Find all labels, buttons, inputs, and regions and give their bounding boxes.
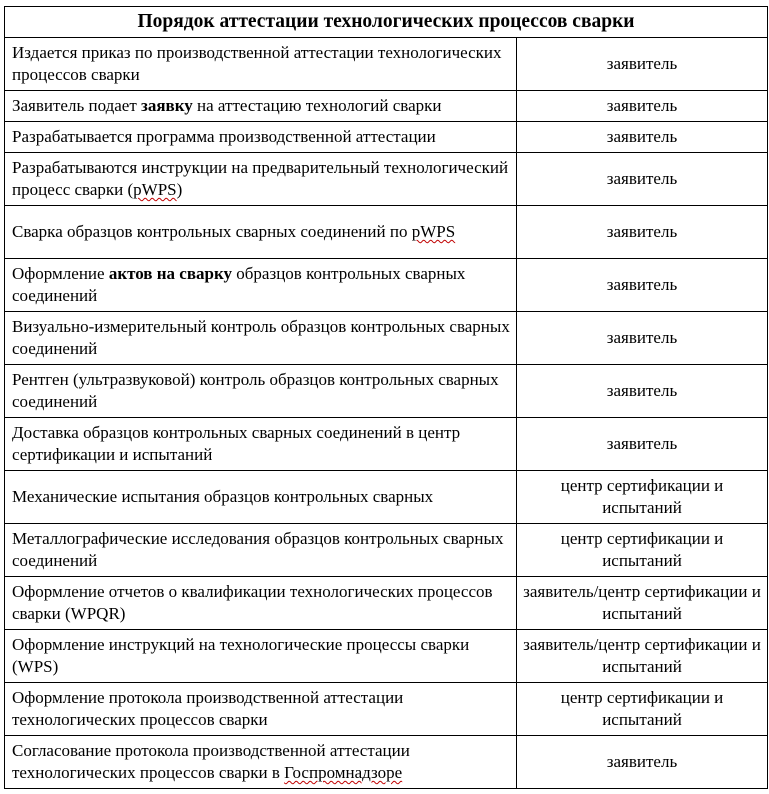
table-row xyxy=(5,630,768,683)
step-text: Доставка образцов контрольных сварных соединений в центр сертификации и испытаний xyxy=(12,423,461,464)
responsible-party-cell: заявитель xyxy=(517,91,768,122)
responsible-party-cell: заявитель xyxy=(517,153,768,206)
step-text: Сварка образцов контрольных сварных соединений по xyxy=(12,222,412,241)
step-text: Металлографические исследования образцов контрольных сварных соединений xyxy=(12,529,504,570)
responsible-party-cell: центр сертификации и испытаний xyxy=(517,683,768,736)
responsible-party-cell: заявитель xyxy=(517,38,768,91)
step-bold-text: актов на сварку xyxy=(108,264,233,283)
responsible-party-cell: центр сертификации и испытаний xyxy=(517,471,768,524)
step-cell xyxy=(5,418,517,471)
responsible-party-cell: заявитель xyxy=(517,418,768,471)
step-text: Оформление инструкций на технологические процессы сварки (WPS) xyxy=(12,635,470,676)
responsible-party-cell: заявитель xyxy=(517,736,768,789)
step-text: Оформление отчетов о квалификации технологических процессов сварки (WPQR) xyxy=(12,582,493,623)
step-text: Механические испытания образцов контрольных сварных xyxy=(12,487,434,506)
step-text: Заявитель подает xyxy=(12,96,141,115)
table-title: Порядок аттестации технологических процессов сварки xyxy=(5,7,768,38)
spellcheck-marked-text: pWPS xyxy=(133,180,177,199)
table-row xyxy=(5,736,768,789)
step-cell xyxy=(5,38,517,91)
step-cell xyxy=(5,577,517,630)
step-cell xyxy=(5,312,517,365)
step-text: Рентген (ультразвуковой) контроль образцов контрольных сварных соединений xyxy=(12,370,499,411)
spellcheck-marked-text: Госпромнадзоре xyxy=(284,763,403,782)
table-row xyxy=(5,122,768,153)
step-cell xyxy=(5,683,517,736)
table-row xyxy=(5,206,768,259)
responsible-party-cell: заявитель xyxy=(517,122,768,153)
table-row xyxy=(5,153,768,206)
responsible-party-cell: центр сертификации и испытаний xyxy=(517,524,768,577)
step-cell xyxy=(5,365,517,418)
table-row xyxy=(5,312,768,365)
step-cell xyxy=(5,122,517,153)
step-text: Визуально-измерительный контроль образцов контрольных сварных соединений xyxy=(12,317,510,358)
table-row xyxy=(5,524,768,577)
step-text: Издается приказ по производственной аттестации технологических процессов сварки xyxy=(12,43,502,84)
attestation-procedure-table xyxy=(4,6,768,789)
table-row xyxy=(5,91,768,122)
step-cell xyxy=(5,91,517,122)
step-cell xyxy=(5,471,517,524)
step-cell xyxy=(5,259,517,312)
table-row xyxy=(5,365,768,418)
step-cell xyxy=(5,630,517,683)
table-row xyxy=(5,683,768,736)
step-text-tail: ) xyxy=(176,180,183,199)
responsible-party-cell: заявитель xyxy=(517,312,768,365)
table-row xyxy=(5,471,768,524)
step-cell xyxy=(5,206,517,259)
table-header-row xyxy=(5,7,768,38)
responsible-party-cell: заявитель/центр сертификации и испытаний xyxy=(517,577,768,630)
step-bold-text: заявку xyxy=(141,96,193,115)
responsible-party-cell: заявитель xyxy=(517,206,768,259)
step-cell xyxy=(5,736,517,789)
table-row xyxy=(5,577,768,630)
table-body xyxy=(5,38,768,789)
step-text: Оформление xyxy=(12,264,109,283)
step-cell xyxy=(5,524,517,577)
table-row xyxy=(5,259,768,312)
table-row xyxy=(5,418,768,471)
responsible-party-cell: заявитель xyxy=(517,259,768,312)
responsible-party-cell: заявитель xyxy=(517,365,768,418)
step-text-tail: на аттестацию технологий сварки xyxy=(192,96,442,115)
step-cell xyxy=(5,153,517,206)
step-text: Оформление протокола производственной аттестации технологических процессов сварки xyxy=(12,688,404,729)
step-text: Разрабатывается программа производственной аттестации xyxy=(12,127,436,146)
step-text: Разрабатываются инструкции на предварительный технологический процесс сварки ( xyxy=(12,158,509,199)
step-text: Согласование протокола производственной аттестации технологических процессов сварки в xyxy=(12,741,410,782)
spellcheck-marked-text: pWPS xyxy=(411,222,456,241)
table-row xyxy=(5,38,768,91)
responsible-party-cell: заявитель/центр сертификации и испытаний xyxy=(517,630,768,683)
step-text-tail: образцов контрольных сварных соединений xyxy=(12,264,466,305)
